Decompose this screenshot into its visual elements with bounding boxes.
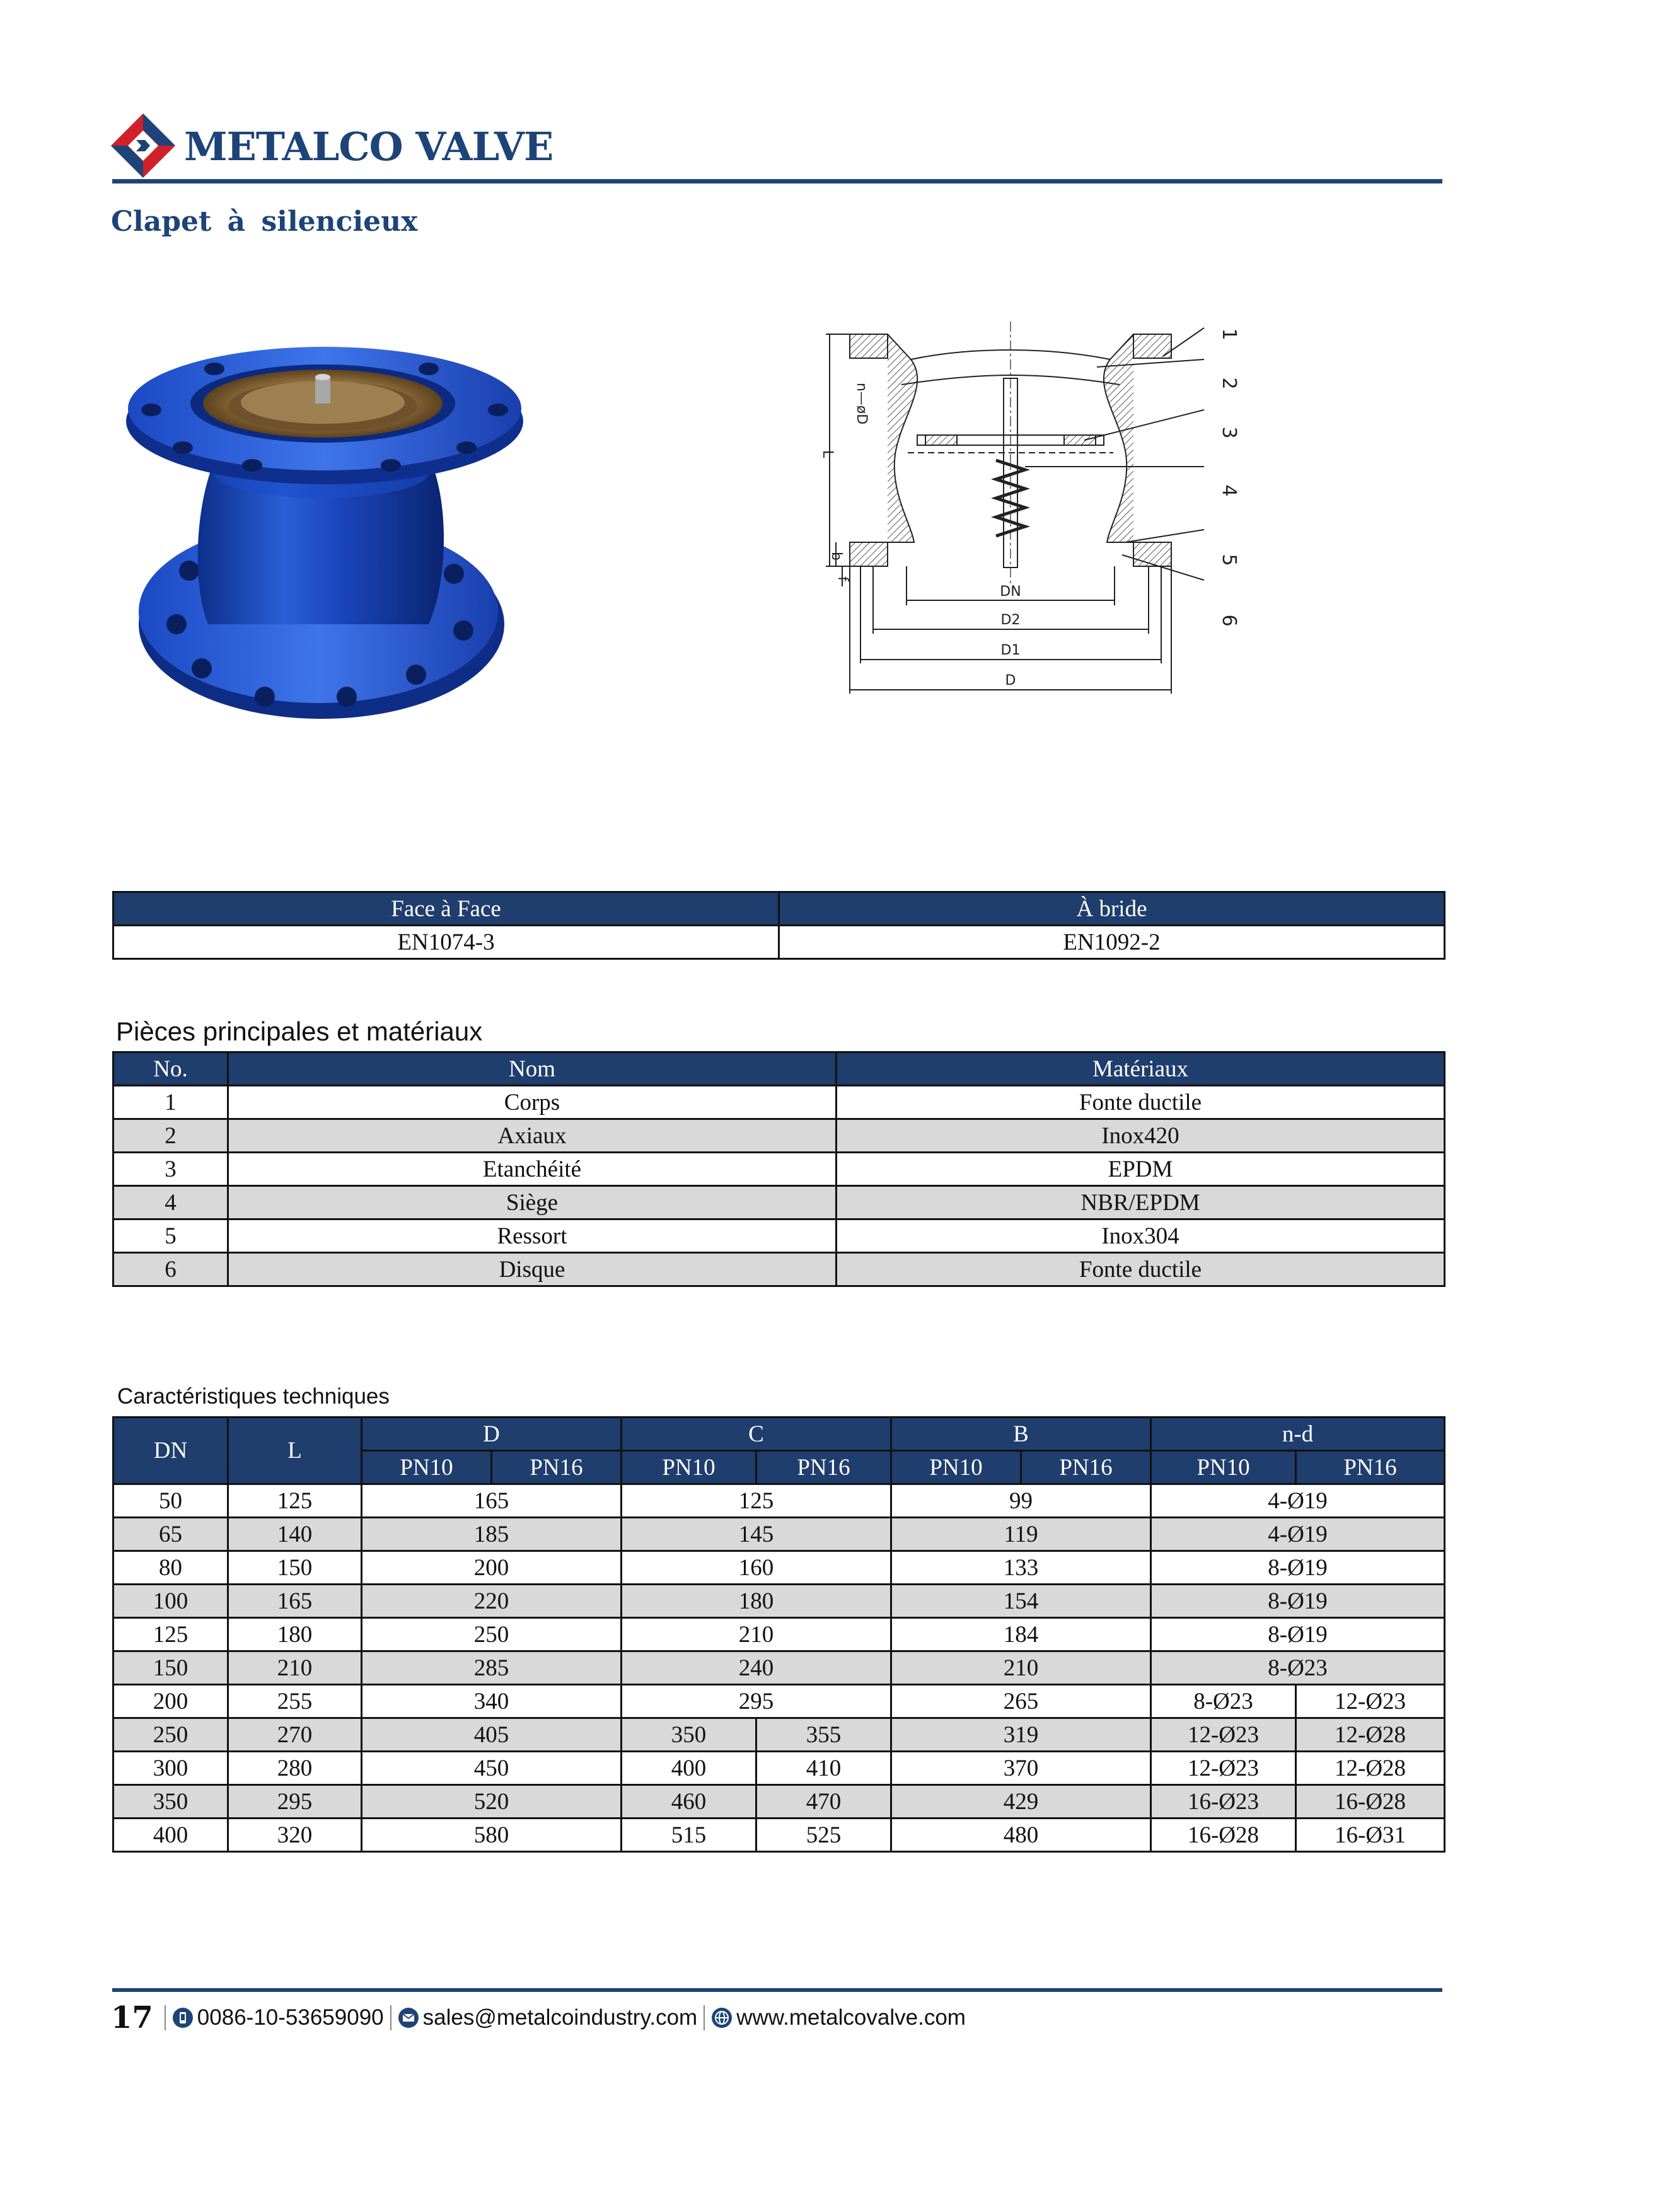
table-row bbox=[113, 1518, 1445, 1551]
table-row bbox=[113, 1551, 1445, 1585]
cell: 200 bbox=[362, 1551, 622, 1585]
cell: 145 bbox=[622, 1518, 891, 1551]
tech-header-l: L bbox=[228, 1417, 362, 1484]
valve-product-image bbox=[126, 328, 542, 738]
tech-header-nd: n-d bbox=[1151, 1417, 1445, 1451]
tech-subheader: PN16 bbox=[1296, 1451, 1445, 1484]
cell: 270 bbox=[228, 1718, 362, 1752]
tech-header-d: D bbox=[362, 1417, 622, 1451]
cell: 50 bbox=[113, 1484, 228, 1518]
cell: 154 bbox=[891, 1585, 1151, 1618]
phone-icon bbox=[172, 2007, 194, 2029]
cell: 470 bbox=[756, 1785, 891, 1819]
email-icon bbox=[398, 2007, 419, 2029]
cell: 410 bbox=[756, 1752, 891, 1785]
tech-section-label: Caractéristiques techniques bbox=[117, 1384, 390, 1409]
callout-2: 2 bbox=[1218, 377, 1240, 390]
cell: 405 bbox=[362, 1718, 622, 1752]
cell: 180 bbox=[228, 1618, 362, 1651]
cell: 515 bbox=[622, 1819, 756, 1852]
drawing-label-d2: D2 bbox=[1000, 612, 1021, 628]
footer-rule bbox=[112, 1988, 1442, 1992]
drawing-label-dn: DN bbox=[1000, 584, 1021, 600]
page-number: 17 bbox=[111, 2000, 153, 2035]
cell: 99 bbox=[891, 1484, 1151, 1518]
cell: 280 bbox=[228, 1752, 362, 1785]
cell: 340 bbox=[362, 1685, 622, 1718]
cell: 133 bbox=[891, 1551, 1151, 1585]
table-row bbox=[113, 1585, 1445, 1618]
tech-subheader: PN10 bbox=[1151, 1451, 1296, 1484]
tech-subheader: PN16 bbox=[756, 1451, 891, 1484]
standards-value-row bbox=[113, 926, 1445, 959]
cell: 150 bbox=[228, 1551, 362, 1585]
callout-5: 5 bbox=[1218, 554, 1240, 566]
cell: Etanchéité bbox=[228, 1153, 837, 1186]
cell: 3 bbox=[113, 1153, 228, 1186]
cell: 185 bbox=[362, 1518, 622, 1551]
cell: 125 bbox=[113, 1618, 228, 1651]
cell: 12-Ø23 bbox=[1151, 1752, 1296, 1785]
tech-subheader: PN10 bbox=[622, 1451, 756, 1484]
footer-separator bbox=[704, 2005, 705, 2030]
cell: Corps bbox=[228, 1086, 837, 1119]
cell: 180 bbox=[622, 1585, 891, 1618]
cell: 5 bbox=[113, 1220, 228, 1253]
cell: 285 bbox=[362, 1651, 622, 1685]
cell: 370 bbox=[891, 1752, 1151, 1785]
cell: 350 bbox=[113, 1785, 228, 1819]
cell: 140 bbox=[228, 1518, 362, 1551]
cell: EPDM bbox=[837, 1153, 1445, 1186]
metalco-logo-icon bbox=[108, 111, 178, 180]
cell: 8-Ø23 bbox=[1151, 1651, 1445, 1685]
table-row bbox=[113, 1752, 1445, 1785]
cell: 184 bbox=[891, 1618, 1151, 1651]
table-row bbox=[113, 1718, 1445, 1752]
parts-header-name: Nom bbox=[228, 1052, 837, 1086]
cell: 4-Ø19 bbox=[1151, 1484, 1445, 1518]
cell: 429 bbox=[891, 1785, 1151, 1819]
cell: 6 bbox=[113, 1253, 228, 1286]
cell: 16-Ø28 bbox=[1151, 1819, 1296, 1852]
standards-header-face: Face à Face bbox=[113, 892, 779, 926]
drawing-label-d: D bbox=[1005, 673, 1016, 689]
table-row bbox=[113, 1785, 1445, 1819]
table-row bbox=[113, 1186, 1445, 1220]
footer bbox=[111, 2000, 966, 2035]
table-row bbox=[113, 1119, 1445, 1153]
brand-name: METALCO VALVE bbox=[184, 124, 553, 170]
cell: Siège bbox=[228, 1186, 837, 1220]
cell: 12-Ø28 bbox=[1296, 1718, 1445, 1752]
tech-subheader: PN16 bbox=[492, 1451, 622, 1484]
cell: 150 bbox=[113, 1651, 228, 1685]
cell: 1 bbox=[113, 1086, 228, 1119]
cell: 319 bbox=[891, 1718, 1151, 1752]
standards-header-flange: À bride bbox=[779, 892, 1445, 926]
cell: 450 bbox=[362, 1752, 622, 1785]
valve-technical-drawing bbox=[782, 309, 1286, 725]
cell: Inox304 bbox=[837, 1220, 1445, 1253]
globe-icon bbox=[711, 2007, 733, 2029]
cell: 12-Ø23 bbox=[1151, 1718, 1296, 1752]
cell: 4 bbox=[113, 1186, 228, 1220]
cell: 460 bbox=[622, 1785, 756, 1819]
cell: 320 bbox=[228, 1819, 362, 1852]
tech-header-row-1 bbox=[113, 1417, 1445, 1451]
cell: 295 bbox=[228, 1785, 362, 1819]
cell: 125 bbox=[228, 1484, 362, 1518]
tech-header-b: B bbox=[891, 1417, 1151, 1451]
drawing-label-l: L bbox=[820, 450, 835, 458]
cell: 580 bbox=[362, 1819, 622, 1852]
cell: 300 bbox=[113, 1752, 228, 1785]
cell: 125 bbox=[622, 1484, 891, 1518]
cell: 16-Ø23 bbox=[1151, 1785, 1296, 1819]
cell: 4-Ø19 bbox=[1151, 1518, 1445, 1551]
standards-header-row bbox=[113, 892, 1445, 926]
cell: 200 bbox=[113, 1685, 228, 1718]
cell: 400 bbox=[113, 1819, 228, 1852]
cell: 250 bbox=[362, 1618, 622, 1651]
cell: 8-Ø19 bbox=[1151, 1585, 1445, 1618]
cell: 16-Ø28 bbox=[1296, 1785, 1445, 1819]
cell: 295 bbox=[622, 1685, 891, 1718]
cell: 520 bbox=[362, 1785, 622, 1819]
cell: 525 bbox=[756, 1819, 891, 1852]
footer-separator bbox=[165, 2005, 166, 2030]
cell: 65 bbox=[113, 1518, 228, 1551]
tech-subheader: PN10 bbox=[362, 1451, 492, 1484]
cell: 80 bbox=[113, 1551, 228, 1585]
tech-subheader: PN10 bbox=[891, 1451, 1021, 1484]
table-row bbox=[113, 1685, 1445, 1718]
table-row bbox=[113, 1253, 1445, 1286]
cell: 165 bbox=[362, 1484, 622, 1518]
drawing-label-bolts: n—øD bbox=[854, 382, 869, 425]
table-row bbox=[113, 1086, 1445, 1119]
table-row bbox=[113, 1618, 1445, 1651]
cell: 12-Ø23 bbox=[1296, 1685, 1445, 1718]
callout-4: 4 bbox=[1218, 484, 1240, 497]
cell: 210 bbox=[622, 1618, 891, 1651]
parts-header-material: Matériaux bbox=[837, 1052, 1445, 1086]
cell: Ressort bbox=[228, 1220, 837, 1253]
parts-table bbox=[112, 1051, 1445, 1287]
tech-table bbox=[112, 1416, 1445, 1853]
table-row bbox=[113, 1484, 1445, 1518]
cell: Axiaux bbox=[228, 1119, 837, 1153]
cell: NBR/EPDM bbox=[837, 1186, 1445, 1220]
table-row bbox=[113, 1651, 1445, 1685]
cell: 480 bbox=[891, 1819, 1151, 1852]
table-row bbox=[113, 1819, 1445, 1852]
cell: 8-Ø23 bbox=[1151, 1685, 1296, 1718]
table-row bbox=[113, 1220, 1445, 1253]
cell: 255 bbox=[228, 1685, 362, 1718]
cell: 265 bbox=[891, 1685, 1151, 1718]
cell: 2 bbox=[113, 1119, 228, 1153]
standards-value-face: EN1074-3 bbox=[113, 926, 779, 959]
cell: 210 bbox=[228, 1651, 362, 1685]
callout-1: 1 bbox=[1218, 328, 1240, 341]
cell: 8-Ø19 bbox=[1151, 1618, 1445, 1651]
cell: 12-Ø28 bbox=[1296, 1752, 1445, 1785]
tech-header-c: C bbox=[622, 1417, 891, 1451]
cell: 220 bbox=[362, 1585, 622, 1618]
cell: Inox420 bbox=[837, 1119, 1445, 1153]
parts-section-label: Pièces principales et matériaux bbox=[116, 1016, 483, 1046]
footer-phone[interactable]: 0086-10-53659090 bbox=[197, 2005, 384, 2030]
parts-header-row bbox=[113, 1052, 1445, 1086]
standards-table bbox=[112, 891, 1445, 960]
table-row bbox=[113, 1153, 1445, 1186]
cell: 400 bbox=[622, 1752, 756, 1785]
callout-3: 3 bbox=[1218, 426, 1240, 439]
header-rule bbox=[112, 179, 1442, 183]
cell: Fonte ductile bbox=[837, 1253, 1445, 1286]
cell: 16-Ø31 bbox=[1296, 1819, 1445, 1852]
footer-email[interactable]: sales@metalcoindustry.com bbox=[422, 2005, 698, 2030]
footer-website[interactable]: www.metalcovalve.com bbox=[736, 2005, 966, 2030]
parts-header-no: No. bbox=[113, 1052, 228, 1086]
footer-separator bbox=[390, 2005, 391, 2030]
tech-subheader: PN16 bbox=[1021, 1451, 1151, 1484]
cell: 8-Ø19 bbox=[1151, 1551, 1445, 1585]
cell: 100 bbox=[113, 1585, 228, 1618]
drawing-label-f: f bbox=[835, 576, 850, 581]
standards-value-flange: EN1092-2 bbox=[779, 926, 1445, 959]
cell: 210 bbox=[891, 1651, 1151, 1685]
drawing-label-b: b bbox=[828, 552, 844, 561]
cell: Fonte ductile bbox=[837, 1086, 1445, 1119]
cell: 250 bbox=[113, 1718, 228, 1752]
cell: 165 bbox=[228, 1585, 362, 1618]
page-title: Clapet à silencieux bbox=[111, 206, 418, 238]
callout-6: 6 bbox=[1218, 614, 1240, 627]
drawing-label-d1: D1 bbox=[1000, 643, 1021, 658]
cell: Disque bbox=[228, 1253, 837, 1286]
cell: 350 bbox=[622, 1718, 756, 1752]
cell: 119 bbox=[891, 1518, 1151, 1551]
cell: 240 bbox=[622, 1651, 891, 1685]
cell: 355 bbox=[756, 1718, 891, 1752]
tech-header-dn: DN bbox=[113, 1417, 228, 1484]
cell: 160 bbox=[622, 1551, 891, 1585]
